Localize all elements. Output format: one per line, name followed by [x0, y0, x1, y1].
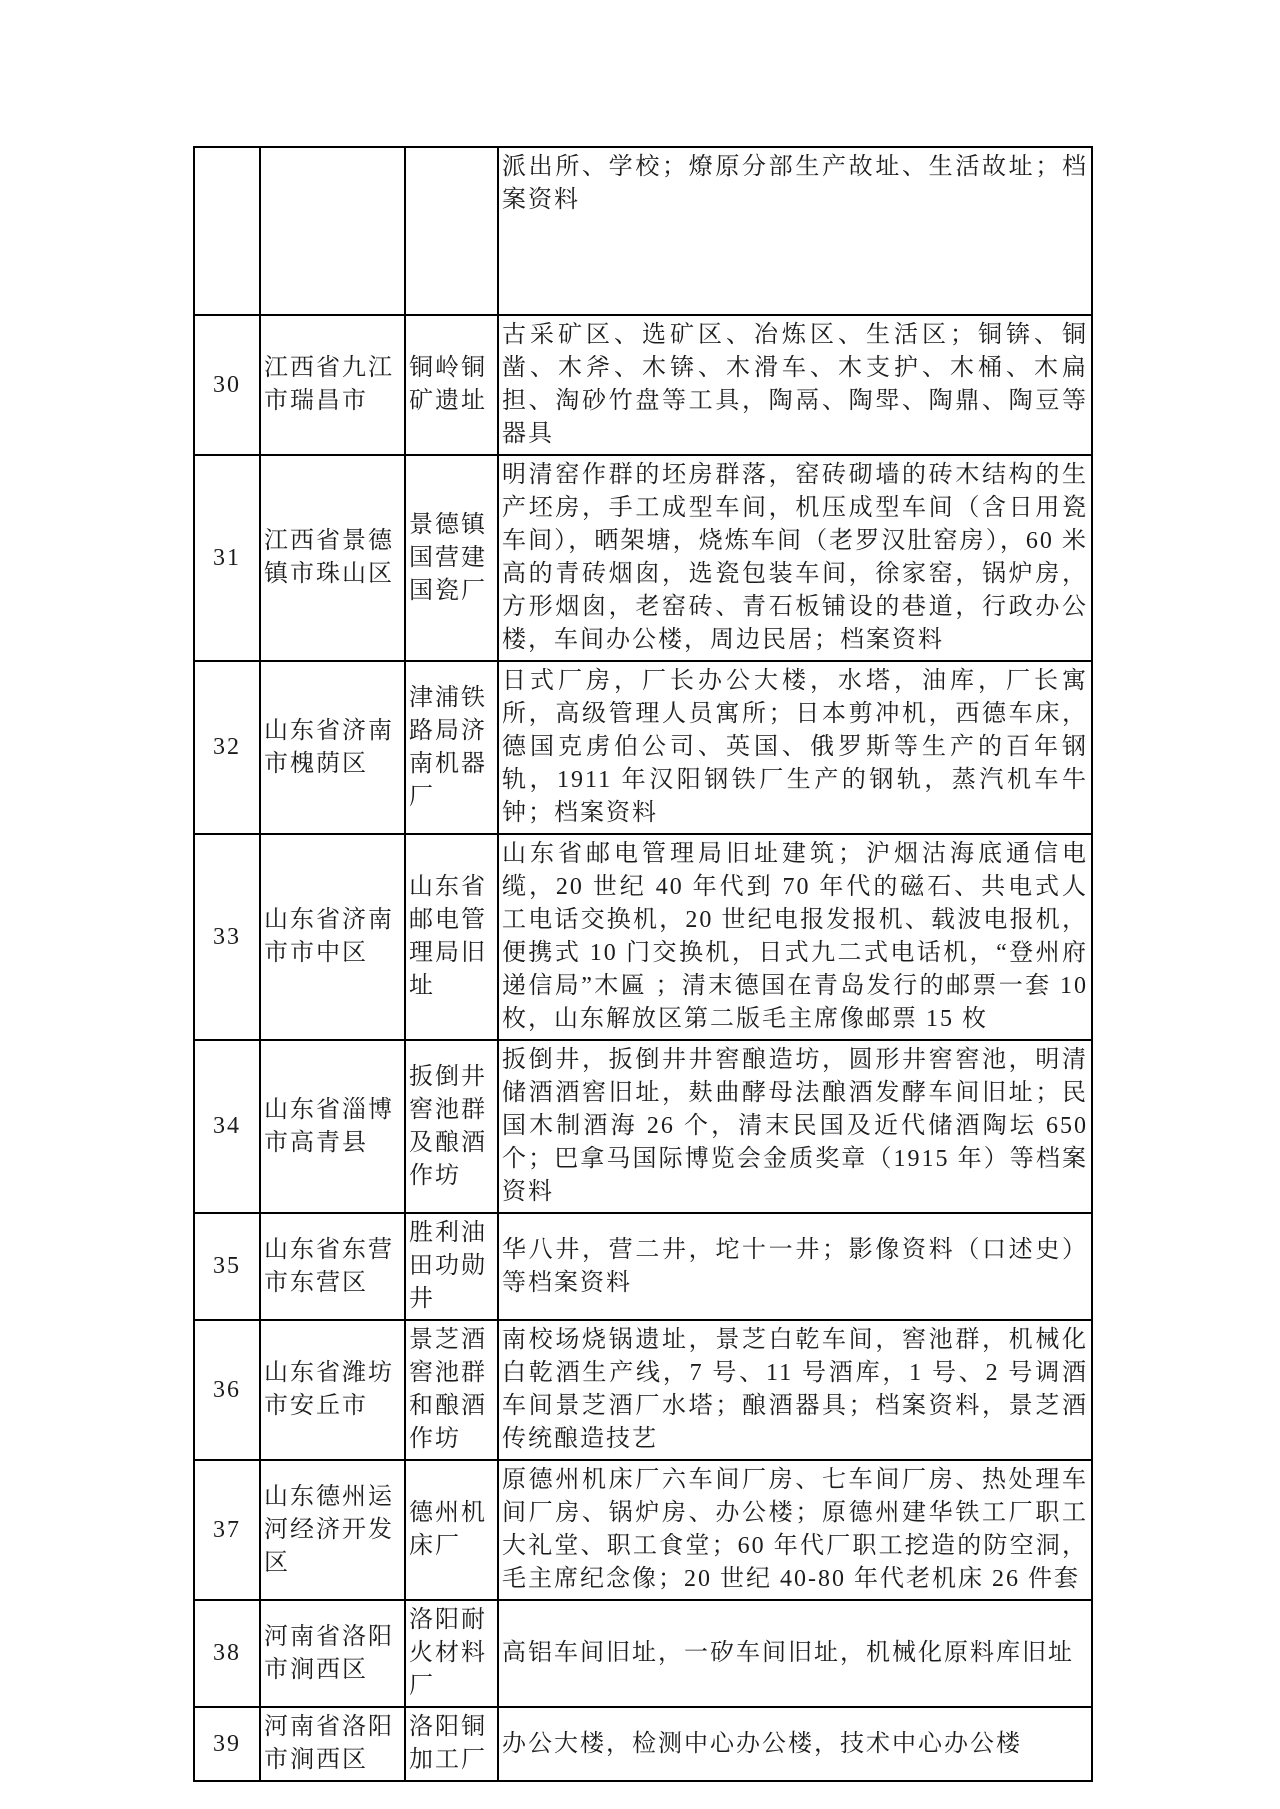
description-cell: 华八井，营二井，坨十一井；影像资料（口述史）等档案资料 — [498, 1213, 1092, 1320]
table-row — [194, 315, 1092, 455]
site-name-cell: 扳倒井窖池群及酿酒作坊 — [405, 1040, 498, 1213]
row-number-cell: 37 — [194, 1460, 260, 1600]
table-row — [194, 1600, 1092, 1707]
row-number-cell: 30 — [194, 315, 260, 455]
description-cell: 派出所、学校；燎原分部生产故址、生活故址；档案资料 — [498, 147, 1092, 315]
location-cell: 山东省潍坊市安丘市 — [260, 1320, 405, 1460]
site-name-cell — [405, 147, 498, 315]
description-cell: 高铝车间旧址，一矽车间旧址，机械化原料库旧址 — [498, 1600, 1092, 1707]
heritage-sites-table-body — [194, 147, 1092, 1781]
site-name-cell: 景芝酒窖池群和酿酒作坊 — [405, 1320, 498, 1460]
row-number-cell: 33 — [194, 834, 260, 1040]
table-row — [194, 455, 1092, 661]
location-cell: 山东省济南市槐荫区 — [260, 661, 405, 834]
row-number-cell: 31 — [194, 455, 260, 661]
site-name-cell: 胜利油田功勋井 — [405, 1213, 498, 1320]
table-row — [194, 1320, 1092, 1460]
site-name-cell: 山东省邮电管理局旧址 — [405, 834, 498, 1040]
table-row — [194, 1040, 1092, 1213]
table-row — [194, 1707, 1092, 1781]
description-cell: 日式厂房，厂长办公大楼，水塔，油库，厂长寓所，高级管理人员寓所；日本剪冲机，西德车床，德国克虏伯公司、英国、俄罗斯等生产的百年钢轨，1911 年汉阳钢铁厂生产的钢轨，蒸汽机车牛钟；档案资料 — [498, 661, 1092, 834]
table-row — [194, 1213, 1092, 1320]
description-cell: 古采矿区、选矿区、冶炼区、生活区；铜锛、铜凿、木斧、木锛、木滑车、木支护、木桶、木扁担、淘砂竹盘等工具，陶鬲、陶斝、陶鼎、陶豆等器具 — [498, 315, 1092, 455]
row-number-cell: 39 — [194, 1707, 260, 1781]
location-cell: 江西省九江市瑞昌市 — [260, 315, 405, 455]
location-cell: 河南省洛阳市涧西区 — [260, 1600, 405, 1707]
location-cell: 河南省洛阳市涧西区 — [260, 1707, 405, 1781]
location-cell: 山东德州运河经济开发区 — [260, 1460, 405, 1600]
heritage-sites-table — [193, 146, 1093, 1782]
table-row — [194, 834, 1092, 1040]
table-row — [194, 661, 1092, 834]
table-row-continuation — [194, 147, 1092, 315]
location-cell: 山东省东营市东营区 — [260, 1213, 405, 1320]
table-row — [194, 1460, 1092, 1600]
site-name-cell: 德州机床厂 — [405, 1460, 498, 1600]
site-name-cell: 洛阳耐火材料厂 — [405, 1600, 498, 1707]
location-cell — [260, 147, 405, 315]
site-name-cell: 津浦铁路局济南机器厂 — [405, 661, 498, 834]
location-cell: 江西省景德镇市珠山区 — [260, 455, 405, 661]
row-number-cell — [194, 147, 260, 315]
description-cell: 原德州机床厂六车间厂房、七车间厂房、热处理车间厂房、锅炉房、办公楼；原德州建华铁工厂职工大礼堂、职工食堂；60 年代厂职工挖造的防空洞，毛主席纪念像；20 世纪 40-80 年代老机床 26 件套 — [498, 1460, 1092, 1600]
description-cell: 办公大楼，检测中心办公楼，技术中心办公楼 — [498, 1707, 1092, 1781]
row-number-cell: 35 — [194, 1213, 260, 1320]
description-cell: 扳倒井，扳倒井井窖酿造坊，圆形井窖窖池，明清储酒酒窖旧址，麸曲酵母法酿酒发酵车间旧址；民国木制酒海 26 个，清末民国及近代储酒陶坛 650 个；巴拿马国际博览会金质奖章（1915 年）等档案资料 — [498, 1040, 1092, 1213]
site-name-cell: 洛阳铜加工厂 — [405, 1707, 498, 1781]
row-number-cell: 34 — [194, 1040, 260, 1213]
row-number-cell: 38 — [194, 1600, 260, 1707]
description-cell: 山东省邮电管理局旧址建筑；沪烟沽海底通信电缆，20 世纪 40 年代到 70 年代的磁石、共电式人工电话交换机，20 世纪电报发报机、载波电报机，便携式 10 门交换机，日式九二式电话机，“登州府递信局”木匾 ；清末德国在青岛发行的邮票一套 10 枚，山东解放区第二版毛主席像邮票 15 枚 — [498, 834, 1092, 1040]
row-number-cell: 36 — [194, 1320, 260, 1460]
site-name-cell: 铜岭铜矿遗址 — [405, 315, 498, 455]
row-number-cell: 32 — [194, 661, 260, 834]
location-cell: 山东省淄博市高青县 — [260, 1040, 405, 1213]
site-name-cell: 景德镇国营建国瓷厂 — [405, 455, 498, 661]
location-cell: 山东省济南市市中区 — [260, 834, 405, 1040]
description-cell: 明清窑作群的坯房群落，窑砖砌墙的砖木结构的生产坯房，手工成型车间，机压成型车间（含日用瓷车间），晒架塘，烧炼车间（老罗汉肚窑房），60 米高的青砖烟囱，选瓷包装车间，徐家窑，锅炉房，方形烟囱，老窑砖、青石板铺设的巷道，行政办公楼，车间办公楼，周边民居；档案资料 — [498, 455, 1092, 661]
description-cell: 南校场烧锅遗址，景芝白乾车间，窖池群，机械化白乾酒生产线，7 号、11 号酒库，1 号、2 号调酒车间景芝酒厂水塔；酿酒器具；档案资料，景芝酒传统酿造技艺 — [498, 1320, 1092, 1460]
